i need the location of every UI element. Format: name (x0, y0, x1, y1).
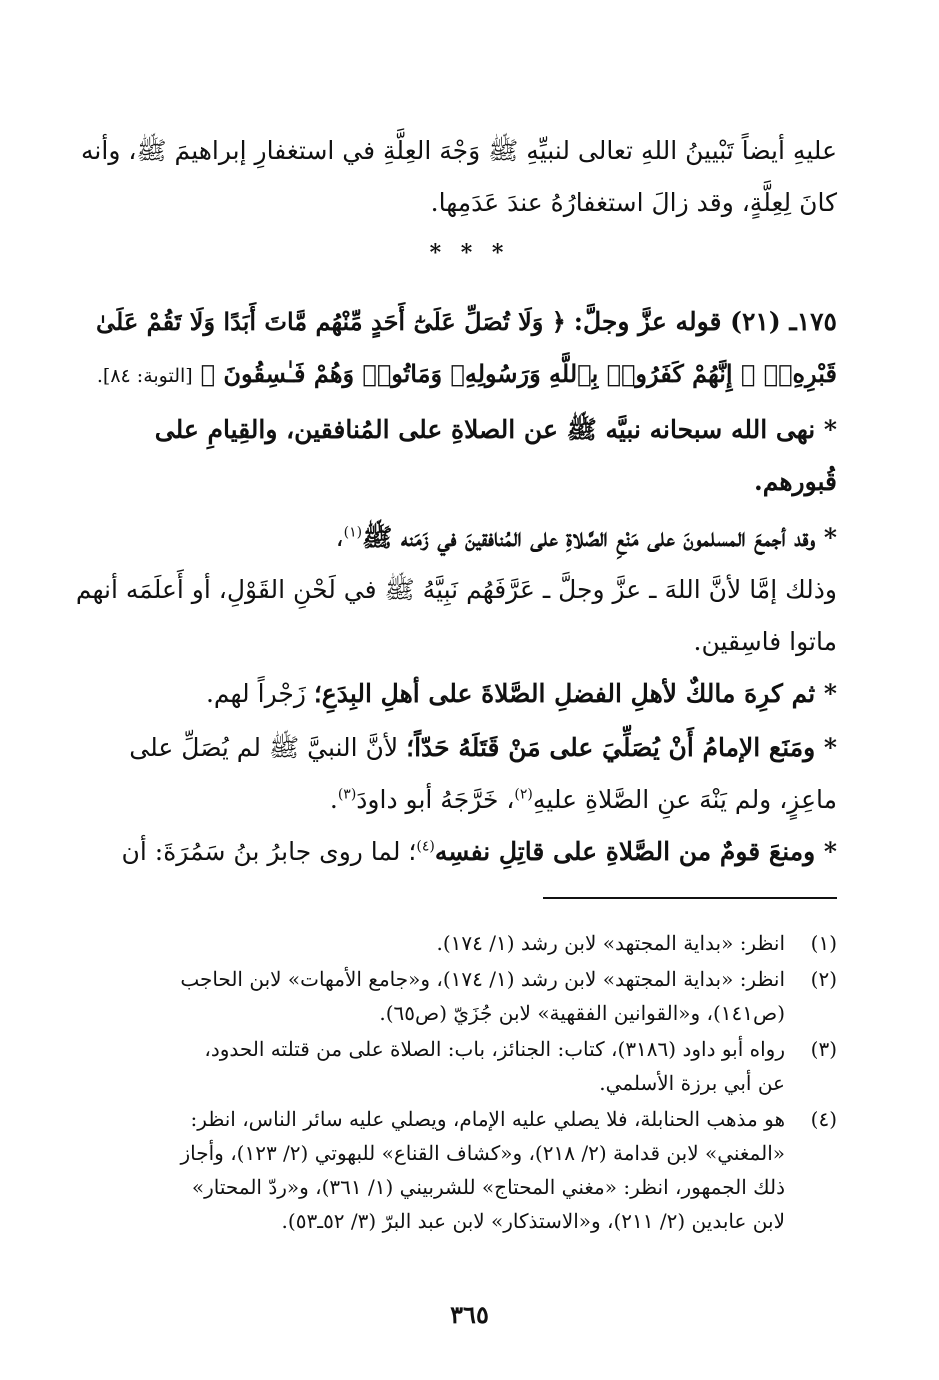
footnote-number: (٢) (810, 967, 837, 991)
punctuation: ، (335, 523, 344, 552)
text-line: قُبورهم. (753, 467, 837, 496)
text-span: ؛ لما روى جابرُ بنُ سَمُرَةَ: أن (121, 837, 417, 866)
page-number: ٣٦٥ (450, 1300, 489, 1329)
footnote-marker: (٢) (514, 786, 533, 803)
text-span: لأنَّ النبيَّ ﷺ لم يُصَلِّ على (129, 733, 399, 762)
paragraph-malik (122, 668, 837, 720)
punctuation: . (329, 785, 338, 814)
section-175 (96, 296, 837, 402)
footnote-line: انظر: «بداية المجتهد» لابن رشد (١/ ١٧٤)، و«جامع الأمهات» لابن الحاجب (180, 967, 785, 991)
text-line: * نهى الله سبحانه نبيَّه ﷺ عن الصلاةِ على المُنافقين، والقِيامِ على (154, 415, 837, 444)
verse-reference: [التوبة: ٨٤]. (96, 365, 193, 387)
footnote-number: (١) (810, 931, 837, 955)
footnote-line: عن أبي برزة الأسلمي. (599, 1071, 785, 1095)
paragraph-consensus (75, 512, 837, 668)
bold-text: * ومَنَع الإمامُ أَنْ يُصَلِّيَ على مَنْ قَتَلَهُ حَدّاً؛ (406, 733, 837, 762)
footnote-line: انظر: «بداية المجتهد» لابن رشد (١/ ١٧٤). (436, 931, 785, 955)
footnote-3 (122, 1032, 837, 1100)
footnote-4 (122, 1102, 837, 1238)
footnote-line: هو مذهب الحنابلة، فلا يصلي عليه الإمام، ويصلي عليه سائر الناس، انظر: (190, 1107, 785, 1131)
paragraph-prohibition (122, 404, 837, 508)
quran-verse: ﴿ وَلَا تُصَلِّ عَلَىٰٓ أَحَدٍ مِّنْهُم مَّاتَ أَبَدًا وَلَا تَقُمْ عَلَىٰ (96, 307, 566, 336)
text-span: ماعِزٍ، ولم يَنْهَ عنِ الصَّلاةِ عليهِ (532, 785, 837, 814)
footnotes (122, 926, 837, 1240)
footnote-line: ذلك الجمهور، انظر: «مغني المحتاج» للشربيني (١/ ٣٦١)، و«ردّ المحتار» (191, 1175, 785, 1199)
bold-text: * ثم كرِهَ مالكٌ لأهلِ الفضلِ الصَّلاةَ على أهلِ البِدَعِ؛ (313, 679, 837, 708)
section-heading: ١٧٥ـ (٢١) قوله عزَّ وجلَّ: (573, 307, 837, 336)
footnote-marker: (٤) (416, 838, 435, 855)
paragraph-imam (122, 722, 837, 826)
section-separator: * * * (429, 240, 510, 266)
footnote-line: لابن عابدين (٢/ ٢١١)، و«الاستذكار» لابن عبد البرّ (٣/ ٥٢ـ٥٣). (281, 1209, 785, 1233)
footnote-line: (ص١٤١)، و«القوانين الفقهية» لابن جُزَيّ (ص٦٥). (379, 1001, 785, 1025)
text-line: كانَ لِعِلَّةٍ، وقد زالَ استغفارُهُ عندَ عَدَمِها. (430, 188, 837, 217)
bold-text: * ومنعَ قومٌ من الصَّلاةِ على قاتِلِ نفسِه (434, 837, 837, 866)
paragraph-suicide (122, 826, 837, 878)
footnote-line: «المغني» لابن قدامة (٢/ ٢١٨)، و«كشاف القناع» للبهوتي (٢/ ١٢٣)، وأجاز (180, 1141, 785, 1165)
quran-verse: قَبْرِهِۦٓ ۖ إِنَّهُمْ كَفَرُوا۟ بِٱللَّهِ وَرَسُولِهِۦ وَمَاتُوا۟ وَهُمْ فَـٰسِقُونَ ﴾ (200, 359, 837, 388)
text-line: عليهِ أيضاً تَبْيينُ اللهِ تعالى لنبيِّهِ ﷺ وَجْهَ العِلَّةِ في استغفارِ إبراهيمَ ﷺ، وأنه (81, 136, 837, 165)
footnote-2 (122, 962, 837, 1030)
paragraph-continuation (81, 125, 837, 229)
text-line: وذلك إمَّا لأنَّ اللهَ ـ عزَّ وجلَّ ـ عَرَّفَهُم نَبِيَّهُ ﷺ في لَحْنِ القَوْلِ، أو أَعلَمَه أنهم (75, 575, 837, 604)
footnote-line: رواه أبو داود (٣١٨٦)، كتاب: الجنائز، باب: الصلاة على من قتلته الحدود، (204, 1037, 785, 1061)
footnote-marker: (١) (343, 524, 363, 541)
footnote-number: (٣) (810, 1037, 837, 1061)
text-span: ، خَرَّجَهُ أبو داودَ (356, 785, 515, 814)
footnote-marker: (٣) (337, 786, 357, 803)
bold-text: * وقد أجمعَ المسلمونَ على مَنْعِ الصَّلاةِ على المُنافقينَ في زَمَنه ﷺ (362, 523, 837, 552)
text-span: زَجْراً لهم. (205, 679, 306, 708)
footnote-divider (543, 897, 837, 899)
footnote-1 (122, 926, 837, 960)
text-line: ماتوا فاسِقين. (693, 627, 837, 656)
footnote-number: (٤) (810, 1107, 837, 1131)
